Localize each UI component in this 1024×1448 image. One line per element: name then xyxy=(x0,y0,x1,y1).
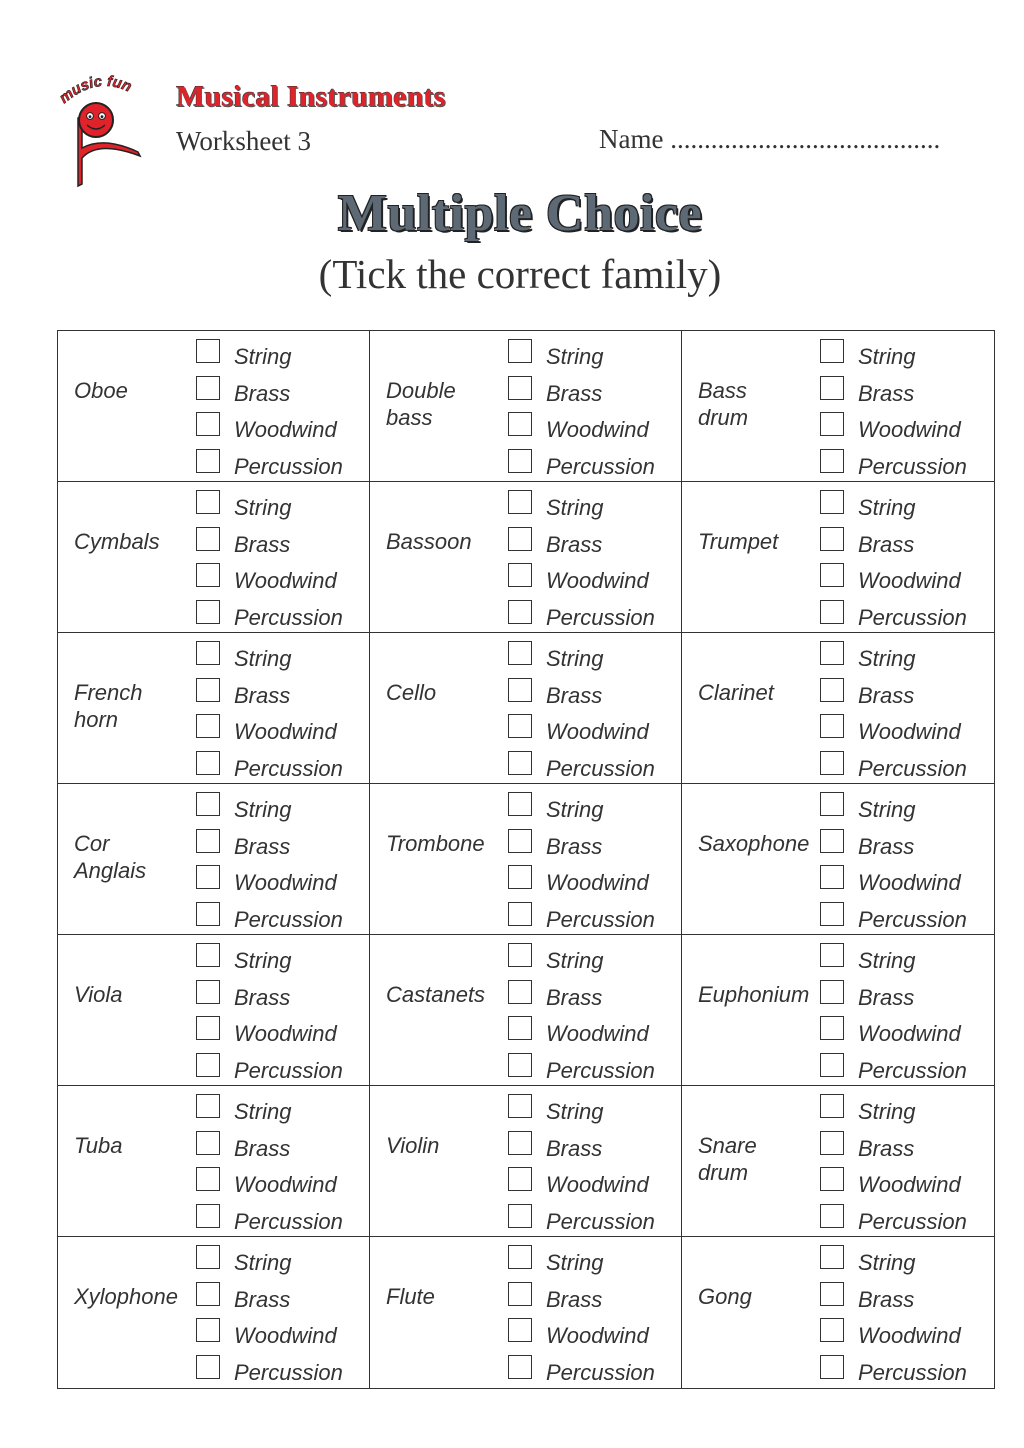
instrument-name: Bass drum xyxy=(698,378,749,430)
instrument-name: Euphonium xyxy=(698,982,810,1007)
instrument-cell xyxy=(370,1237,682,1388)
family-option-label: Woodwind xyxy=(234,568,337,594)
family-checkbox[interactable] xyxy=(508,1204,532,1228)
instrument-name: Bassoon xyxy=(386,529,472,554)
family-option-label: Brass xyxy=(234,1286,291,1312)
family-checkbox[interactable] xyxy=(820,1053,844,1077)
family-checkbox[interactable] xyxy=(196,792,220,816)
family-option-label: Woodwind xyxy=(234,417,337,443)
family-checkbox[interactable] xyxy=(820,865,844,889)
family-option-label: Percussion xyxy=(546,1057,655,1083)
instrument-name: Trumpet xyxy=(698,529,779,554)
instrument-cell xyxy=(682,633,994,784)
instrument-cell xyxy=(58,935,370,1086)
family-checkbox[interactable] xyxy=(820,376,844,400)
family-option-label: Brass xyxy=(546,531,603,557)
family-option-label: Percussion xyxy=(546,1359,655,1385)
instrument-cell xyxy=(58,482,370,633)
family-option-label: Brass xyxy=(234,682,291,708)
family-checkbox[interactable] xyxy=(508,1355,532,1379)
family-option-label: Brass xyxy=(858,682,915,708)
family-option-label: Percussion xyxy=(546,906,655,932)
instrument-cell xyxy=(370,1086,682,1237)
family-checkbox[interactable] xyxy=(196,1167,220,1191)
family-option-label: Woodwind xyxy=(858,568,961,594)
family-checkbox[interactable] xyxy=(820,1167,844,1191)
family-checkbox[interactable] xyxy=(508,563,532,587)
family-option-label: String xyxy=(858,495,916,520)
family-option-label: Woodwind xyxy=(858,870,961,896)
instrument-name: Xylophone xyxy=(74,1284,178,1309)
family-checkbox[interactable] xyxy=(508,1167,532,1191)
family-option-label: Woodwind xyxy=(234,1021,337,1047)
instrument-name: Oboe xyxy=(74,378,128,403)
family-checkbox[interactable] xyxy=(820,943,844,967)
family-option-label: String xyxy=(234,797,292,822)
family-checkbox[interactable] xyxy=(820,600,844,624)
family-option-label: Brass xyxy=(858,833,915,859)
family-checkbox[interactable] xyxy=(508,600,532,624)
family-option-label: Woodwind xyxy=(546,417,649,443)
family-option-label: Brass xyxy=(234,1135,291,1161)
family-option-label: Woodwind xyxy=(858,1323,961,1349)
family-checkbox[interactable] xyxy=(196,1318,220,1342)
family-checkbox[interactable] xyxy=(508,1282,532,1306)
family-option-label: Brass xyxy=(858,1286,915,1312)
family-checkbox[interactable] xyxy=(820,641,844,665)
family-option-label: Woodwind xyxy=(546,1021,649,1047)
instrument-name: Cymbals xyxy=(74,529,160,554)
instrument-cell xyxy=(682,482,994,633)
family-checkbox[interactable] xyxy=(508,527,532,551)
instrument-cell xyxy=(682,1086,994,1237)
family-checkbox[interactable] xyxy=(196,490,220,514)
instrument-name: Castanets xyxy=(386,982,486,1007)
family-checkbox[interactable] xyxy=(196,1053,220,1077)
family-option-label: Brass xyxy=(546,380,603,406)
family-option-label: String xyxy=(234,344,292,369)
family-checkbox[interactable] xyxy=(820,1282,844,1306)
instrument-grid xyxy=(57,330,995,1389)
family-checkbox[interactable] xyxy=(196,376,220,400)
family-option-label: Brass xyxy=(234,984,291,1010)
family-option-label: String xyxy=(858,1099,916,1124)
family-option-label: Percussion xyxy=(858,906,967,932)
family-checkbox[interactable] xyxy=(196,1245,220,1269)
family-checkbox[interactable] xyxy=(508,1245,532,1269)
instrument-name: Gong xyxy=(698,1284,752,1309)
family-checkbox[interactable] xyxy=(820,902,844,926)
family-option-label: String xyxy=(234,1250,292,1275)
family-checkbox[interactable] xyxy=(508,678,532,702)
family-option-label: Brass xyxy=(546,682,603,708)
family-checkbox[interactable] xyxy=(820,792,844,816)
family-option-label: String xyxy=(858,1250,916,1275)
family-checkbox[interactable] xyxy=(820,1245,844,1269)
family-option-label: String xyxy=(546,1250,604,1275)
instrument-name: Double bass xyxy=(386,378,456,430)
instrument-cell xyxy=(682,331,994,482)
family-checkbox[interactable] xyxy=(820,1355,844,1379)
family-checkbox[interactable] xyxy=(508,412,532,436)
family-checkbox[interactable] xyxy=(196,600,220,624)
family-checkbox[interactable] xyxy=(196,980,220,1004)
family-option-label: Woodwind xyxy=(234,870,337,896)
instrument-name: Clarinet xyxy=(698,680,774,705)
instrument-name: Viola xyxy=(74,982,123,1007)
family-checkbox[interactable] xyxy=(820,490,844,514)
family-checkbox[interactable] xyxy=(508,943,532,967)
family-option-label: String xyxy=(546,344,604,369)
family-checkbox[interactable] xyxy=(820,1016,844,1040)
family-option-label: Percussion xyxy=(234,755,343,781)
family-checkbox[interactable] xyxy=(196,902,220,926)
instrument-cell xyxy=(682,1237,994,1388)
family-option-label: Brass xyxy=(858,380,915,406)
family-checkbox[interactable] xyxy=(820,449,844,473)
instrument-name: French horn xyxy=(74,680,143,732)
family-checkbox[interactable] xyxy=(820,980,844,1004)
family-option-label: Brass xyxy=(546,1286,603,1312)
family-checkbox[interactable] xyxy=(508,792,532,816)
instrument-name: Saxophone xyxy=(698,831,810,856)
family-option-label: Percussion xyxy=(546,453,655,479)
family-option-label: Percussion xyxy=(858,453,967,479)
family-option-label: Woodwind xyxy=(234,719,337,745)
family-checkbox[interactable] xyxy=(508,641,532,665)
family-option-label: Woodwind xyxy=(546,1323,649,1349)
family-option-label: Percussion xyxy=(858,1359,967,1385)
family-option-label: Brass xyxy=(234,833,291,859)
family-option-label: String xyxy=(546,495,604,520)
family-checkbox[interactable] xyxy=(508,980,532,1004)
family-checkbox[interactable] xyxy=(196,1131,220,1155)
family-option-label: String xyxy=(546,1099,604,1124)
family-option-label: Percussion xyxy=(234,1057,343,1083)
family-option-label: Percussion xyxy=(234,453,343,479)
family-option-label: Brass xyxy=(858,1135,915,1161)
family-option-label: Brass xyxy=(546,833,603,859)
family-option-label: Woodwind xyxy=(546,870,649,896)
instrument-name: Snare drum xyxy=(698,1133,757,1185)
family-checkbox[interactable] xyxy=(820,1318,844,1342)
family-checkbox[interactable] xyxy=(196,527,220,551)
family-checkbox[interactable] xyxy=(196,641,220,665)
family-option-label: Brass xyxy=(858,984,915,1010)
svg-text:music fun xyxy=(58,74,134,107)
family-checkbox[interactable] xyxy=(508,1094,532,1118)
family-checkbox[interactable] xyxy=(508,1131,532,1155)
family-option-label: Percussion xyxy=(234,1208,343,1234)
page-title: Multiple Choice xyxy=(337,185,703,242)
family-checkbox[interactable] xyxy=(196,1204,220,1228)
family-option-label: Percussion xyxy=(858,755,967,781)
family-checkbox[interactable] xyxy=(196,339,220,363)
instrument-name: Cello xyxy=(386,680,437,705)
family-option-label: String xyxy=(858,797,916,822)
family-checkbox[interactable] xyxy=(508,1053,532,1077)
worksheet-title: Musical Instruments xyxy=(176,80,446,113)
family-checkbox[interactable] xyxy=(196,412,220,436)
logo-text xyxy=(58,74,148,110)
family-option-label: Woodwind xyxy=(858,1021,961,1047)
family-option-label: Percussion xyxy=(234,906,343,932)
family-checkbox[interactable] xyxy=(508,714,532,738)
family-option-label: Percussion xyxy=(546,755,655,781)
family-checkbox[interactable] xyxy=(820,527,844,551)
family-option-label: String xyxy=(858,948,916,973)
family-option-label: Woodwind xyxy=(858,417,961,443)
family-option-label: String xyxy=(546,797,604,822)
family-checkbox[interactable] xyxy=(508,1318,532,1342)
family-option-label: Percussion xyxy=(546,604,655,630)
family-option-label: Woodwind xyxy=(234,1323,337,1349)
family-checkbox[interactable] xyxy=(508,490,532,514)
family-checkbox[interactable] xyxy=(820,829,844,853)
instrument-cell xyxy=(370,935,682,1086)
family-checkbox[interactable] xyxy=(508,902,532,926)
family-option-label: Woodwind xyxy=(546,568,649,594)
family-option-label: Woodwind xyxy=(858,719,961,745)
family-checkbox[interactable] xyxy=(508,376,532,400)
name-field[interactable]: Name ........................................ xyxy=(599,124,941,154)
family-checkbox[interactable] xyxy=(508,865,532,889)
family-checkbox[interactable] xyxy=(820,1094,844,1118)
family-option-label: Percussion xyxy=(234,604,343,630)
instrument-cell xyxy=(58,784,370,935)
family-checkbox[interactable] xyxy=(196,865,220,889)
family-checkbox[interactable] xyxy=(820,412,844,436)
family-option-label: String xyxy=(546,948,604,973)
instrument-cell xyxy=(370,482,682,633)
family-option-label: Brass xyxy=(234,380,291,406)
family-option-label: Woodwind xyxy=(546,719,649,745)
family-option-label: Percussion xyxy=(858,1057,967,1083)
instrument-name: Violin xyxy=(386,1133,440,1158)
family-checkbox[interactable] xyxy=(508,829,532,853)
family-checkbox[interactable] xyxy=(196,829,220,853)
family-checkbox[interactable] xyxy=(820,714,844,738)
family-checkbox[interactable] xyxy=(508,449,532,473)
family-option-label: Percussion xyxy=(858,1208,967,1234)
family-checkbox[interactable] xyxy=(196,449,220,473)
family-option-label: String xyxy=(234,495,292,520)
page-subtitle: (Tick the correct family) xyxy=(318,251,722,297)
family-option-label: Percussion xyxy=(234,1359,343,1385)
family-option-label: Brass xyxy=(546,984,603,1010)
instrument-cell xyxy=(58,633,370,784)
family-option-label: Brass xyxy=(234,531,291,557)
family-option-label: Percussion xyxy=(546,1208,655,1234)
family-option-label: Woodwind xyxy=(546,1172,649,1198)
family-checkbox[interactable] xyxy=(820,1204,844,1228)
family-option-label: Brass xyxy=(858,531,915,557)
instrument-cell xyxy=(58,1237,370,1388)
family-checkbox[interactable] xyxy=(196,563,220,587)
instrument-cell xyxy=(370,633,682,784)
family-checkbox[interactable] xyxy=(820,339,844,363)
family-option-label: String xyxy=(234,948,292,973)
instrument-name: Cor Anglais xyxy=(74,831,147,883)
instrument-name: Tuba xyxy=(74,1133,123,1158)
family-option-label: String xyxy=(858,646,916,671)
family-checkbox[interactable] xyxy=(196,943,220,967)
family-option-label: Percussion xyxy=(858,604,967,630)
family-checkbox[interactable] xyxy=(508,339,532,363)
family-option-label: String xyxy=(858,344,916,369)
family-checkbox[interactable] xyxy=(196,1016,220,1040)
family-option-label: String xyxy=(546,646,604,671)
family-option-label: Woodwind xyxy=(234,1172,337,1198)
family-checkbox[interactable] xyxy=(820,678,844,702)
family-checkbox[interactable] xyxy=(820,1131,844,1155)
family-checkbox[interactable] xyxy=(196,1282,220,1306)
family-checkbox[interactable] xyxy=(508,1016,532,1040)
family-checkbox[interactable] xyxy=(508,751,532,775)
family-option-label: String xyxy=(234,1099,292,1124)
instrument-cell xyxy=(682,784,994,935)
family-checkbox[interactable] xyxy=(196,1355,220,1379)
family-checkbox[interactable] xyxy=(196,714,220,738)
family-checkbox[interactable] xyxy=(196,678,220,702)
family-checkbox[interactable] xyxy=(196,1094,220,1118)
instrument-cell xyxy=(370,331,682,482)
instrument-name: Flute xyxy=(386,1284,435,1309)
family-option-label: Woodwind xyxy=(858,1172,961,1198)
family-checkbox[interactable] xyxy=(196,751,220,775)
family-option-label: Brass xyxy=(546,1135,603,1161)
family-checkbox[interactable] xyxy=(820,751,844,775)
instrument-cell xyxy=(58,331,370,482)
instrument-cell xyxy=(682,935,994,1086)
instrument-cell xyxy=(370,784,682,935)
instrument-name: Trombone xyxy=(386,831,485,856)
family-option-label: String xyxy=(234,646,292,671)
logo-text-path: music fun xyxy=(58,74,135,107)
worksheet-number: Worksheet 3 xyxy=(176,126,312,156)
instrument-cell xyxy=(58,1086,370,1237)
family-checkbox[interactable] xyxy=(820,563,844,587)
